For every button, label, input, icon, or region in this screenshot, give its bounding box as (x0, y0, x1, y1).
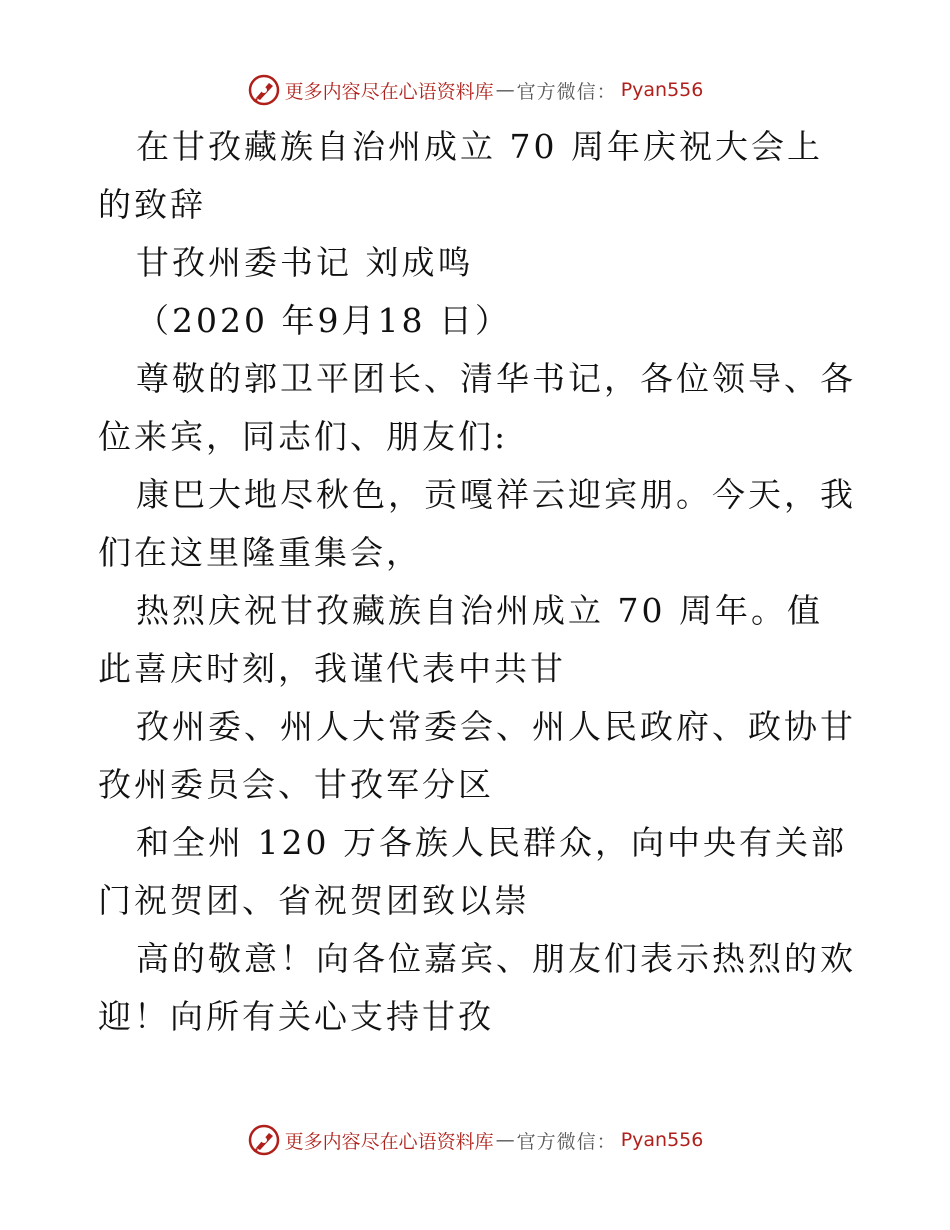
watermark-brand: 更多内容尽在心语资料库 (284, 80, 494, 103)
document-body (98, 118, 858, 1046)
watermark-brand: 更多内容尽在心语资料库 (284, 1130, 494, 1153)
red-quill-badge-icon (247, 73, 281, 107)
document-author: 甘孜州委书记 刘成鸣 (136, 243, 474, 282)
paragraph: 康巴大地尽秋色，贡嘎祥云迎宾朋。今天，我们在这里隆重集会， (98, 475, 856, 572)
watermark-wechat-id: Pyan556 (620, 79, 704, 101)
paragraph: 热烈庆祝甘孜藏族自治州成立 70 周年。值此喜庆时刻，我谨代表中共甘 (98, 591, 823, 688)
footer-watermark (0, 1120, 950, 1160)
document-date: （2020 年9月18 日） (136, 301, 511, 340)
paragraph: 和全州 120 万各族人民群众，向中央有关部门祝贺团、省祝贺团致以崇 (98, 823, 847, 920)
paragraph: 高的敬意！向各位嘉宾、朋友们表示热烈的欢迎！向所有关心支持甘孜 (98, 939, 856, 1036)
red-quill-badge-icon (247, 1123, 281, 1157)
watermark-wechat-id: Pyan556 (620, 1129, 704, 1151)
watermark-label: 官方微信： (516, 1130, 617, 1153)
watermark-label: 官方微信： (516, 80, 617, 103)
watermark-separator: — (495, 1129, 515, 1151)
paragraph: 孜州委、州人大常委会、州人民政府、政协甘孜州委员会、甘孜军分区 (98, 707, 856, 804)
document-title: 在甘孜藏族自治州成立 70 周年庆祝大会上的致辞 (98, 127, 823, 224)
paragraph: 尊敬的郭卫平团长、清华书记，各位领导、各位来宾，同志们、朋友们: (98, 359, 856, 456)
header-watermark (0, 70, 950, 110)
watermark-separator: — (495, 79, 515, 101)
